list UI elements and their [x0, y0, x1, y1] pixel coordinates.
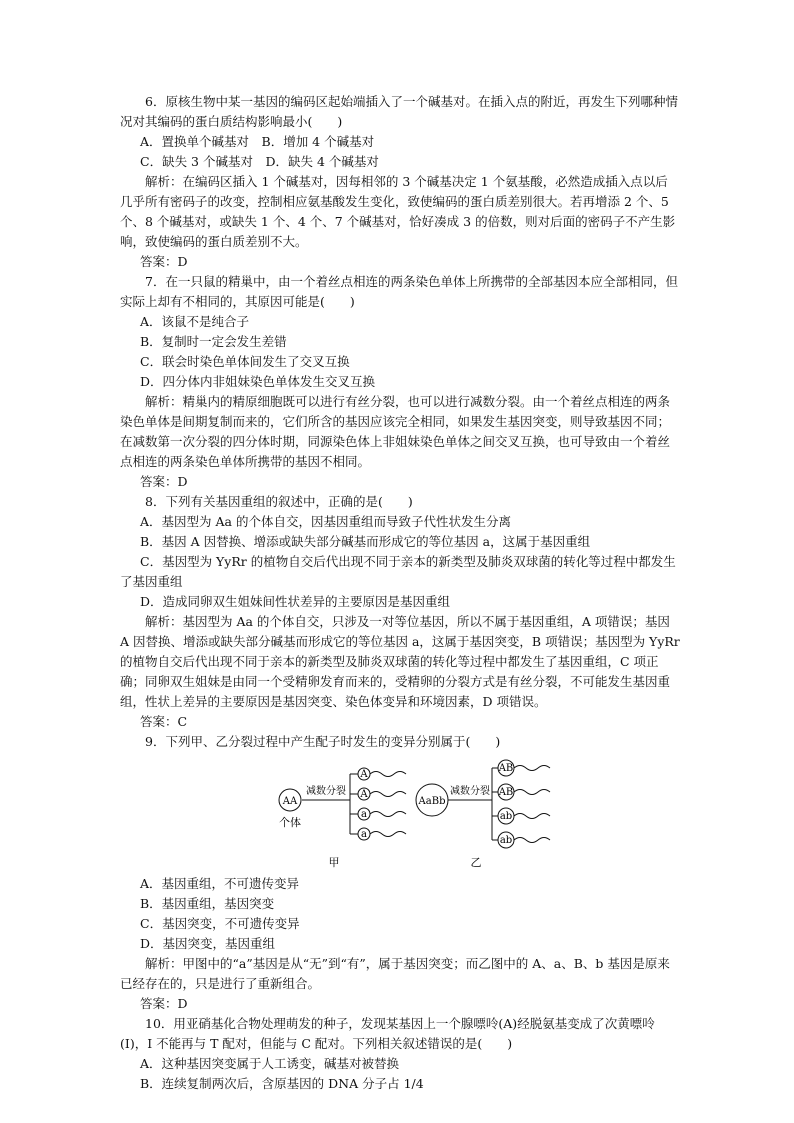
jia-gamete-3-label: a [361, 809, 367, 820]
q8-option-b: B．基因 A 因替换、增添或缺失部分碱基而形成它的等位基因 a，这属于基因重组 [140, 534, 591, 549]
q8-answer: 答案：C [140, 714, 188, 729]
jia-gamete-3 [350, 808, 406, 820]
q10-option-a: A．这种基因突变属于人工诱变，碱基对被替换 [140, 1056, 400, 1071]
q9-option-a: A．基因重组，不可遗传变异 [140, 876, 300, 891]
q8-option-a: A．基因型为 Aa 的个体自交，因基因重组而导致子代性状发生分离 [140, 514, 511, 529]
yi-gamete-1 [492, 760, 550, 776]
jia-gamete-1 [350, 768, 406, 780]
yi-cell-label: AaBb [418, 796, 446, 807]
q7-option-a: A．该鼠不是纯合子 [140, 314, 250, 329]
yi-gamete-2 [492, 784, 550, 800]
q6-stem: 6．原核生物中某一基因的编码区起始端插入了一个碱基对。在插入点的附近，再发生下列哪种情况对其编码的蛋白质结构影响最小( ) [120, 94, 678, 129]
q8-option-d: D．造成同卵双生姐妹间性状差异的主要原因是基因重组 [140, 594, 451, 609]
q6-analysis: 解析：在编码区插入 1 个碱基对，因每相邻的 3 个碱基决定 1 个氨基酸，必然造成插入点以后几乎所有密码子的改变，控制相应氨基酸发生变化，致使编码的蛋白质差别很大。若再增添 2 个、5 个、8 个碱基对，或缺失 1 个、4 个、7 个碱基对，恰好凑成 3 的倍数，则对后面的密码子不产生影响，致使编码的蛋白质差别不大。 [120, 174, 676, 249]
q10-stem: 10．用亚硝基化合物处理萌发的种子，发现某基因上一个腺嘌呤(A)经脱氨基变成了次黄嘌呤(I)，I 不能再与 T 配对，但能与 C 配对。下列相关叙述错误的是( ) [120, 1016, 655, 1051]
jia-gamete-1-label: A [360, 769, 368, 780]
yi-gamete-1-label: AB [498, 763, 514, 774]
yi-gamete-3 [492, 808, 550, 824]
q9-option-d: D．基因突变，基因重组 [140, 936, 276, 951]
q6-answer: 答案：D [140, 254, 188, 269]
q7-option-d: D．四分体内非姐妹染色单体发生交叉互换 [140, 374, 376, 389]
yi-gamete-4-label: ab [499, 835, 513, 846]
yi-gamete-4 [492, 832, 550, 848]
jia-gamete-4 [350, 828, 406, 840]
yi-caption: 乙 [470, 856, 482, 869]
q9-answer: 答案：D [140, 996, 188, 1011]
q9-option-b: B．基因重组，基因突变 [140, 896, 275, 911]
document-page [120, 92, 680, 1094]
jia-gamete-4-label: a [361, 829, 367, 840]
q8-stem: 8．下列有关基因重组的叙述中，正确的是( ) [145, 494, 413, 509]
q9-stem: 9．下列甲、乙分裂过程中产生配子时发生的变异分别属于( ) [145, 734, 501, 749]
q8-analysis: 解析：基因型为 Aa 的个体自交，只涉及一对等位基因，所以不属于基因重组，A 项错误；基因 A 因替换、增添或缺失部分碱基而形成它的等位基因 a，这属于基因突变，B 项错误；基因型为 YyRr 的植物自交后代出现不同于亲本的新类型及肺炎双球菌的转化等过程中都发生了基因重组，C 项正确；同卵双生姐妹是由同一个受精卵发育而来的，受精卵的分裂方式是有丝分裂，不可能发生基因重组，性状上差异的主要原因是基因突变、染色体变异和环境因素，D 项错误。 [120, 614, 680, 709]
yi-gamete-2-label: AB [498, 787, 514, 798]
yi-arrow-label: 减数分裂 [450, 786, 490, 797]
jia-arrow-label: 减数分裂 [306, 786, 346, 797]
q8-option-c: C．基因型为 YyRr 的植物自交后代出现不同于亲本的新类型及肺炎双球菌的转化等过程中都发生了基因重组 [120, 554, 676, 589]
q10-option-b: B．连续复制两次后，含原基因的 DNA 分子占 1/4 [140, 1076, 424, 1091]
q9-analysis: 解析：甲图中的“a”基因是从“无”到“有”，属于基因突变；而乙图中的 A、a、B、b 基因是原来已经存在的，只是进行了重新组合。 [120, 956, 670, 991]
jia-cell-label: AA [282, 796, 298, 807]
q7-stem: 7．在一只鼠的精巢中，由一个着丝点相连的两条染色单体上所携带的全部基因本应全部相同，但实际上却有不相同的，其原因可能是( ) [120, 274, 678, 309]
q7-answer: 答案：D [140, 474, 188, 489]
jia-individual-label: 个体 [279, 816, 301, 829]
q7-analysis: 解析：精巢内的精原细胞既可以进行有丝分裂，也可以进行减数分裂。由一个着丝点相连的两条染色单体是间期复制而来的，它们所含的基因应该完全相同，如果发生基因突变，则导致基因不同；在减数第一次分裂的四分体时期，同源染色体上非姐妹染色单体之间交叉互换，也可导致由一个着丝点相连的两条染色单体所携带的基因不相同。 [120, 394, 671, 469]
jia-gamete-2-label: A [360, 789, 368, 800]
jia-gamete-2 [350, 788, 406, 800]
yi-gamete-3-label: ab [499, 811, 513, 822]
q7-option-c: C．联会时染色单体间发生了交叉互换 [140, 354, 350, 369]
jia-caption: 甲 [328, 856, 340, 869]
q7-option-b: B．复制时一定会发生差错 [140, 334, 287, 349]
q9-option-c: C．基因突变，不可遗传变异 [140, 916, 300, 931]
q6-options-cd: C．缺失 3 个碱基对 D．缺失 4 个碱基对 [140, 154, 379, 169]
q6-options-ab: A．置换单个碱基对 B．增加 4 个碱基对 [140, 134, 375, 149]
q9-figure-svg [120, 754, 680, 874]
q9-figure [120, 754, 680, 874]
